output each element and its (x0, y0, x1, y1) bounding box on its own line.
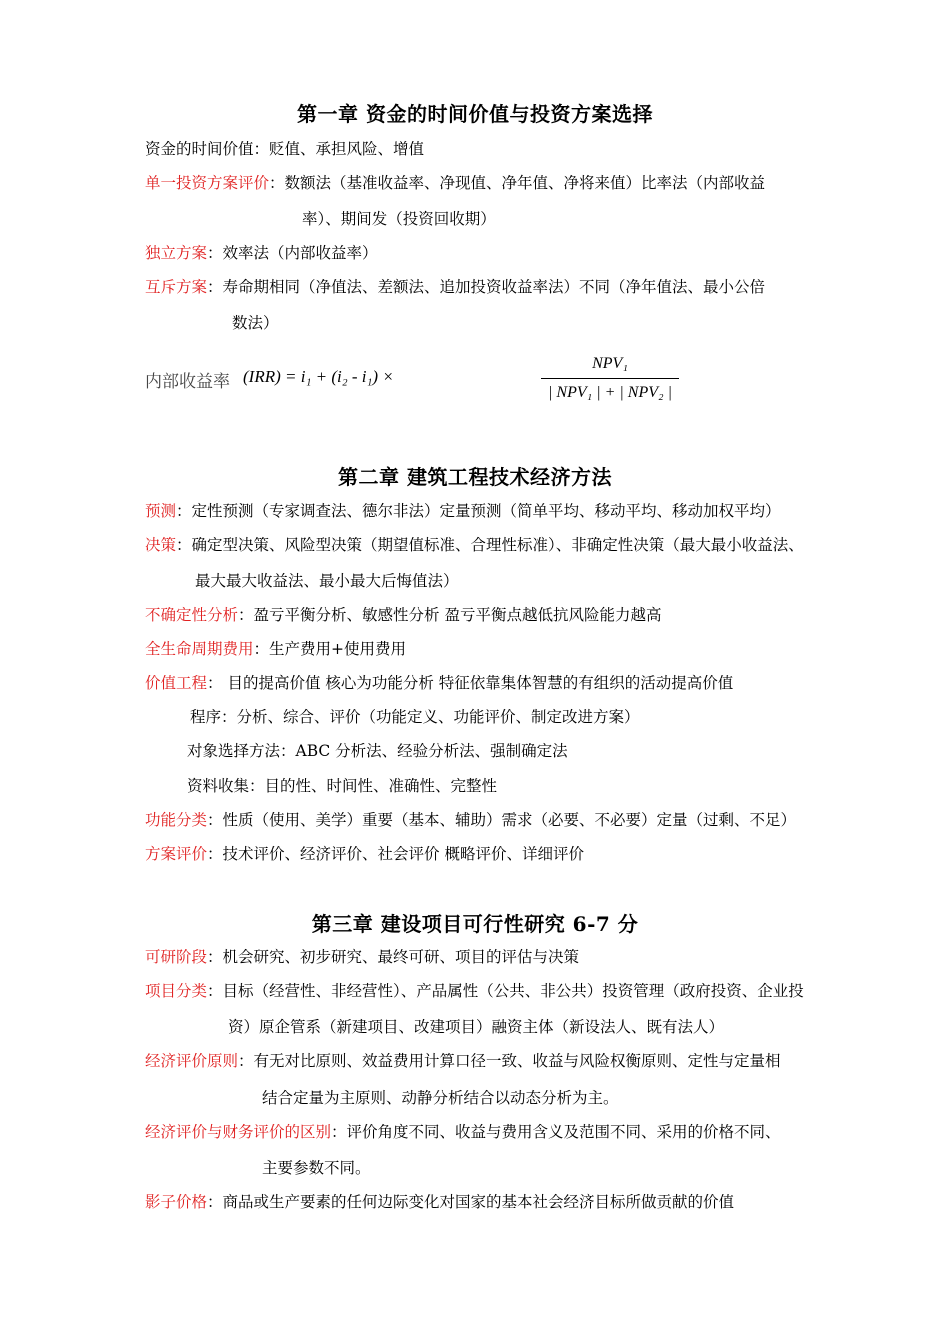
stage-line (145, 947, 579, 967)
mutex-plan-label: 互斥方案 (145, 278, 208, 296)
uncertainty-label: 不确定性分析 (145, 606, 239, 624)
formula-denominator: | NPV₁ | + | NPV₂ | (548, 384, 672, 401)
uncertainty-line (145, 605, 661, 625)
function-class-line (145, 810, 796, 830)
chapter1-title: 第一章 资金的时间价值与投资方案选择 (297, 102, 653, 126)
stage-text: ：机会研究、初步研究、最终可研、项目的评估与决策 (207, 948, 580, 966)
uncertainty-text: ：盈亏平衡分析、敏感性分析 盈亏平衡点越低抗风险能力越高 (238, 606, 662, 624)
value-engineering-label: 价值工程 (145, 674, 208, 692)
formula-fraction (541, 352, 679, 405)
independent-plan-line (145, 243, 378, 263)
forecast-label: 预测 (145, 502, 177, 520)
difference-text: ：评价角度不同、收益与费用含义及范围不同、采用的价格不同、 (331, 1123, 781, 1141)
plan-evaluation-label: 方案评价 (145, 845, 208, 863)
decision-text: ：确定型决策、风险型决策（期望值标准、合理性标准）、非确定性决策（最大最小收益法、 (176, 536, 804, 554)
plan-evaluation-line (145, 844, 584, 864)
value-engineering-text: ： 目的提高价值 核心为功能分析 特征依靠集体智慧的有组织的活动提高价值 (207, 674, 734, 692)
decision-line (145, 535, 804, 555)
value-engineering-line (145, 673, 733, 693)
time-value-line: 资金的时间价值：贬值、承担风险、增值 (145, 140, 425, 158)
independent-plan-label: 独立方案 (145, 244, 208, 262)
lifecycle-label: 全生命周期费用 (145, 640, 254, 658)
fraction-bar (541, 378, 679, 379)
principle-cont: 结合定量为主原则、动静分析结合以动态分析为主。 (262, 1089, 619, 1107)
formula-expression: (IRR) = i₁ + (i₂ - i₁) × (243, 367, 394, 386)
mutex-plan-cont: 数法） (232, 314, 279, 332)
formula-label: 内部收益率 (145, 372, 230, 392)
stage-label: 可研阶段 (145, 948, 208, 966)
mutex-plan-line (145, 277, 765, 297)
irr-formula (145, 352, 672, 412)
chapter2-title: 第二章 建筑工程技术经济方法 (338, 465, 612, 489)
project-class-cont: 资）原企管系（新建项目、改建项目）融资主体（新设法人、既有法人） (228, 1018, 725, 1036)
independent-plan-text: ：效率法（内部收益率） (207, 244, 378, 262)
single-plan-text: ：数额法（基准收益率、净现值、净年值、净将来值）比率法（内部收益 (269, 174, 766, 192)
single-plan-line (145, 173, 765, 193)
decision-label: 决策 (145, 536, 177, 554)
principle-text: ：有无对比原则、效益费用计算口径一致、收益与风险权衡原则、定性与定量相 (238, 1052, 781, 1070)
difference-cont: 主要参数不同。 (262, 1159, 371, 1177)
lifecycle-text: ：生产费用+使用费用 (253, 640, 407, 658)
function-class-text: ：性质（使用、美学）重要（基本、辅助）需求（必要、不必要）定量（过剩、不足） (207, 811, 797, 829)
project-class-label: 项目分类 (145, 982, 208, 1000)
shadow-price-text: ：商品或生产要素的任何边际变化对国家的基本社会经济目标所做贡献的价值 (207, 1193, 735, 1211)
plan-evaluation-text: ：技术评价、经济评价、社会评价 概略评价、详细评价 (207, 845, 584, 863)
shadow-price-label: 影子价格 (145, 1193, 208, 1211)
data-collection-line: 资料收集：目的性、时间性、准确性、完整性 (187, 777, 498, 795)
difference-label: 经济评价与财务评价的区别 (145, 1123, 332, 1141)
lifecycle-line (145, 639, 406, 659)
principle-label: 经济评价原则 (145, 1052, 239, 1070)
mutex-plan-text: ：寿命期相同（净值法、差额法、追加投资收益率法）不同（净年值法、最小公倍 (207, 278, 766, 296)
project-class-line (145, 981, 804, 1001)
project-class-text: ：目标（经营性、非经营性）、产品属性（公共、非公共）投资管理（政府投资、企业投 (207, 982, 804, 1000)
chapter3-title: 第三章 建设项目可行性研究 6-7 分 (311, 912, 639, 936)
formula-numerator: NPV₁ (592, 355, 628, 372)
shadow-price-line (145, 1192, 734, 1212)
object-selection-line: 对象选择方法：ABC 分析法、经验分析法、强制确定法 (187, 742, 568, 760)
procedure-line: 程序：分析、综合、评价（功能定义、功能评价、制定改进方案） (190, 708, 640, 726)
single-plan-label: 单一投资方案评价 (145, 174, 270, 192)
forecast-text: ：定性预测（专家调查法、德尔非法）定量预测（简单平均、移动平均、移动加权平均） (176, 502, 781, 520)
principle-line (145, 1051, 781, 1071)
decision-cont: 最大最大收益法、最小最大后悔值法） (195, 572, 459, 590)
single-plan-cont: 率）、期间发（投资回收期） (302, 210, 496, 228)
function-class-label: 功能分类 (145, 811, 208, 829)
forecast-line (145, 501, 781, 521)
difference-line (145, 1122, 781, 1142)
